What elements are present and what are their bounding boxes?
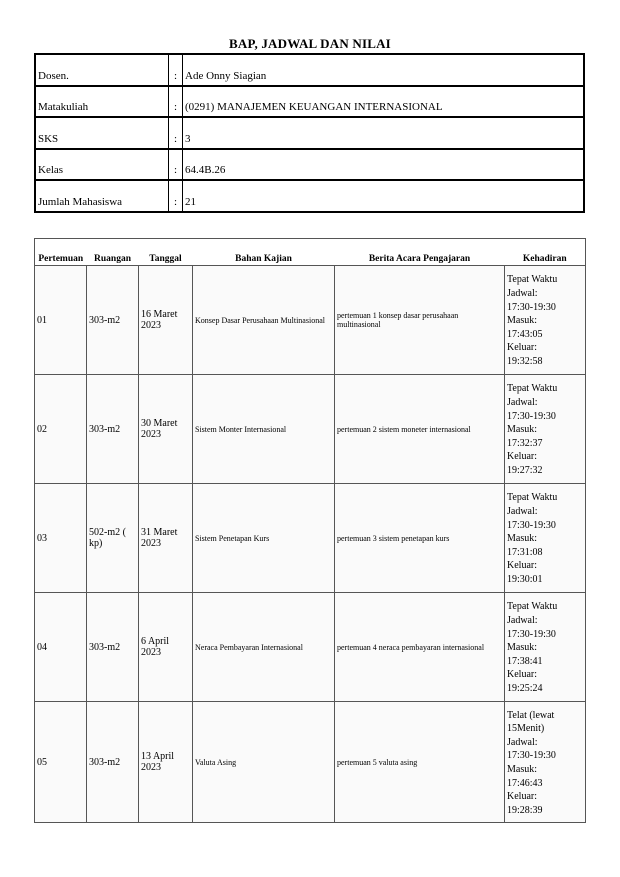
cell-ruangan: 303-m2 — [87, 593, 139, 702]
attendance-status: Tepat Waktu — [507, 274, 558, 286]
info-label: SKS — [35, 117, 169, 149]
attendance-line: 19:30:01 — [507, 573, 543, 585]
cell-berita-acara: pertemuan 3 sistem penetapan kurs — [335, 484, 505, 593]
attendance-line: Jadwal: — [507, 615, 538, 627]
header-pertemuan: Pertemuan — [35, 239, 87, 266]
cell-bahan-kajian: Sistem Monter Internasional — [193, 375, 335, 484]
attendance-line: Keluar: — [507, 560, 537, 572]
header-berita-acara: Berita Acara Pengajaran — [335, 239, 505, 266]
cell-bahan-kajian: Valuta Asing — [193, 702, 335, 823]
cell-pertemuan: 05 — [35, 702, 87, 823]
attendance-line: Masuk: — [507, 533, 537, 545]
attendance-line: 17:32:37 — [507, 437, 543, 449]
cell-pertemuan: 02 — [35, 375, 87, 484]
attendance-line: 17:30-19:30 — [507, 301, 556, 313]
header-ruangan: Ruangan — [87, 239, 139, 266]
cell-tanggal: 6 April 2023 — [139, 593, 193, 702]
schedule-table — [34, 238, 586, 823]
info-row-kelas — [35, 149, 584, 181]
table-row — [35, 593, 586, 702]
cell-kehadiran — [505, 266, 586, 375]
attendance-line: Keluar: — [507, 791, 537, 803]
attendance-status: 15Menit) — [507, 723, 545, 735]
info-separator: : — [169, 54, 183, 86]
cell-bahan-kajian: Sistem Penetapan Kurs — [193, 484, 335, 593]
attendance-line: Jadwal: — [507, 506, 538, 518]
attendance-line: Masuk: — [507, 642, 537, 654]
cell-kehadiran — [505, 375, 586, 484]
table-row — [35, 702, 586, 823]
attendance-line: Jadwal: — [507, 397, 538, 409]
attendance-status: Telat (lewat — [507, 709, 555, 721]
attendance-line: Masuk: — [507, 315, 537, 327]
attendance-line: Keluar: — [507, 669, 537, 681]
cell-pertemuan: 04 — [35, 593, 87, 702]
course-info-table — [34, 53, 585, 213]
info-label: Matakuliah — [35, 86, 169, 118]
cell-berita-acara: pertemuan 2 sistem moneter internasional — [335, 375, 505, 484]
attendance-line: 17:43:05 — [507, 328, 543, 340]
cell-ruangan: 502-m2 ( kp) — [87, 484, 139, 593]
attendance-status: Tepat Waktu — [507, 492, 558, 504]
cell-berita-acara: pertemuan 5 valuta asing — [335, 702, 505, 823]
info-value: (0291) MANAJEMEN KEUANGAN INTERNASIONAL — [183, 86, 585, 118]
info-value: 3 — [183, 117, 585, 149]
cell-tanggal: 16 Maret 2023 — [139, 266, 193, 375]
cell-ruangan: 303-m2 — [87, 702, 139, 823]
cell-pertemuan: 01 — [35, 266, 87, 375]
attendance-line: Jadwal: — [507, 288, 538, 300]
info-separator: : — [169, 149, 183, 181]
attendance-line: Keluar: — [507, 342, 537, 354]
header-kehadiran: Kehadiran — [505, 239, 586, 266]
page-title: BAP, JADWAL DAN NILAI — [229, 36, 391, 51]
info-row-sks — [35, 117, 584, 149]
attendance-line: 19:28:39 — [507, 804, 543, 816]
info-separator: : — [169, 117, 183, 149]
attendance-line: 19:27:32 — [507, 464, 543, 476]
attendance-line: 17:30-19:30 — [507, 628, 556, 640]
attendance-line: Masuk: — [507, 424, 537, 436]
info-label: Kelas — [35, 149, 169, 181]
attendance-line: Keluar: — [507, 451, 537, 463]
cell-berita-acara: pertemuan 1 konsep dasar perusahaan multinasional — [335, 266, 505, 375]
cell-kehadiran — [505, 702, 586, 823]
cell-ruangan: 303-m2 — [87, 266, 139, 375]
attendance-line: 17:38:41 — [507, 655, 543, 667]
cell-ruangan: 303-m2 — [87, 375, 139, 484]
table-row — [35, 375, 586, 484]
info-row-jumlah-mahasiswa — [35, 180, 584, 212]
cell-bahan-kajian: Neraca Pembayaran Internasional — [193, 593, 335, 702]
schedule-header-row — [35, 239, 586, 266]
info-value: Ade Onny Siagian — [183, 54, 585, 86]
header-tanggal: Tanggal — [139, 239, 193, 266]
attendance-line: 17:30-19:30 — [507, 519, 556, 531]
info-row-dosen — [35, 54, 584, 86]
info-label: Dosen. — [35, 54, 169, 86]
attendance-line: Jadwal: — [507, 736, 538, 748]
attendance-line: 19:32:58 — [507, 355, 543, 367]
table-row — [35, 266, 586, 375]
cell-kehadiran — [505, 484, 586, 593]
attendance-status: Tepat Waktu — [507, 601, 558, 613]
cell-tanggal: 13 April 2023 — [139, 702, 193, 823]
cell-tanggal: 30 Maret 2023 — [139, 375, 193, 484]
info-separator: : — [169, 180, 183, 212]
info-value: 21 — [183, 180, 585, 212]
info-label: Jumlah Mahasiswa — [35, 180, 169, 212]
cell-kehadiran — [505, 593, 586, 702]
info-separator: : — [169, 86, 183, 118]
attendance-line: 17:30-19:30 — [507, 410, 556, 422]
cell-tanggal: 31 Maret 2023 — [139, 484, 193, 593]
attendance-status: Tepat Waktu — [507, 383, 558, 395]
cell-pertemuan: 03 — [35, 484, 87, 593]
attendance-line: 17:30-19:30 — [507, 750, 556, 762]
table-row — [35, 484, 586, 593]
info-row-matakuliah — [35, 86, 584, 118]
attendance-line: 19:25:24 — [507, 682, 543, 694]
info-value: 64.4B.26 — [183, 149, 585, 181]
attendance-line: Masuk: — [507, 764, 537, 775]
attendance-line: 17:31:08 — [507, 546, 543, 558]
attendance-line: 17:46:43 — [507, 777, 543, 789]
cell-berita-acara: pertemuan 4 neraca pembayaran internasional — [335, 593, 505, 702]
header-bahan-kajian: Bahan Kajian — [193, 239, 335, 266]
cell-bahan-kajian: Konsep Dasar Perusahaan Multinasional — [193, 266, 335, 375]
